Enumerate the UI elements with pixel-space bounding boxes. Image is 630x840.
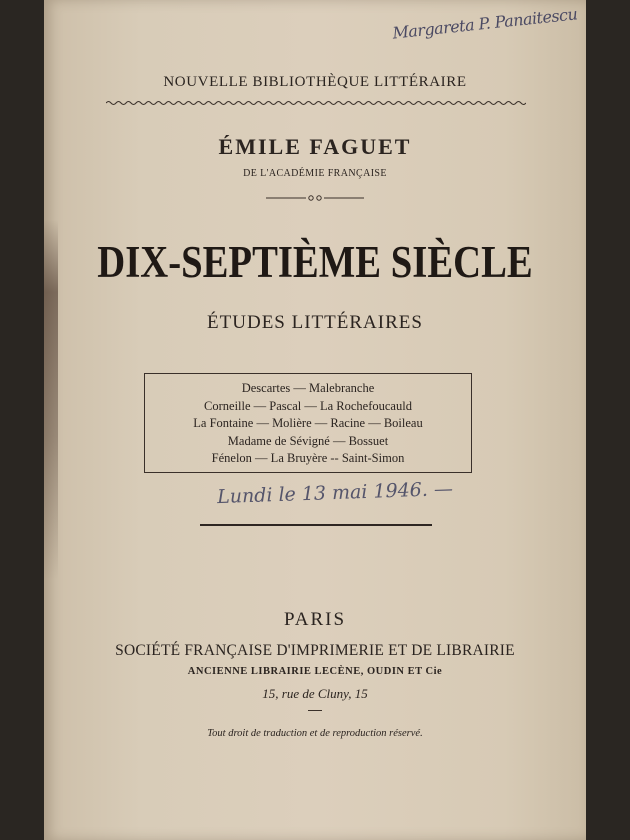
publisher-former-name: ANCIENNE LIBRAIRIE LECÈNE, OUDIN ET Cie [187,666,443,677]
wavy-rule [106,100,526,106]
contents-box [144,373,472,473]
contents-line: Fénelon — La Bruyère -- Saint-Simon [211,451,405,466]
contents-line: La Fontaine — Molière — Racine — Boileau [193,416,423,431]
owner-signature: Margareta P. Panaitescu [391,4,579,43]
contents-line: Descartes — Malebranche [241,381,375,395]
title-page [44,0,586,840]
contents-line: Corneille — Pascal — La Rochefoucauld [204,398,412,413]
handwritten-date: Lundi le 13 mai 1946. — [216,477,454,509]
book-title: DIX-SEPTIÈME SIÈCLE [97,237,533,287]
publisher-address: 15, rue de Cluny, 15 [262,686,368,701]
series-name: NOUVELLE BIBLIOTHÈQUE LITTÉRAIRE [163,74,467,90]
contents-line: Madame de Sévigné — Bossuet [227,433,389,448]
short-dash [308,710,322,711]
author-affiliation: DE L'ACADÉMIE FRANÇAISE [243,168,387,179]
horizontal-rule [200,524,432,526]
book-subtitle: ÉTUDES LITTÉRAIRES [207,312,423,333]
author-name: ÉMILE FAGUET [218,134,412,159]
ornament-divider [266,194,364,202]
rights-notice: Tout droit de traduction et de reproduction réservé. [207,728,423,739]
publication-city: PARIS [283,609,347,630]
publisher-name: SOCIÉTÉ FRANÇAISE D'IMPRIMERIE ET DE LIBRAIRIE [115,642,515,659]
